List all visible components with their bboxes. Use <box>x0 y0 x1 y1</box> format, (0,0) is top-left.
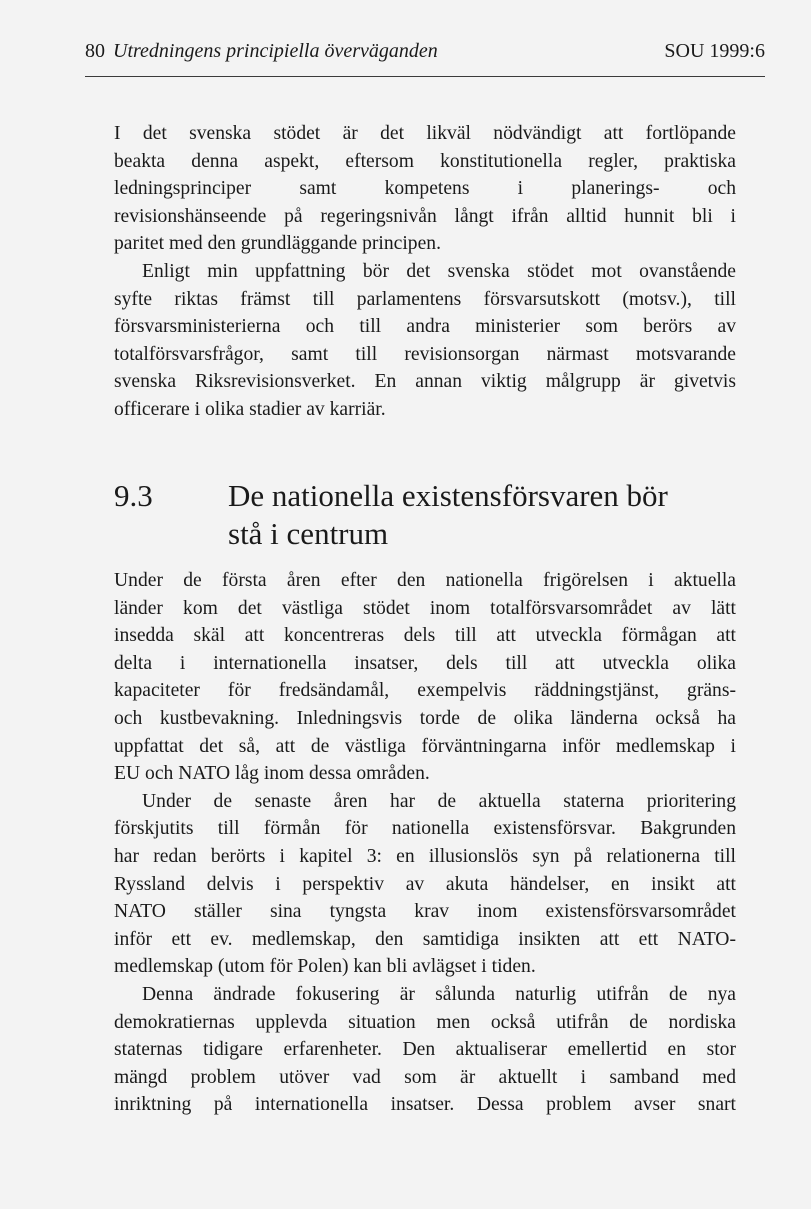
text-line: totalförsvarsfrågor, samt till revisionsorgan närmast motsvarande <box>114 343 736 365</box>
text-line: I det svenska stödet är det likväl nödvändigt att fortlöpande <box>114 123 736 144</box>
section-title-line: stå i centrum <box>228 516 389 551</box>
paragraph <box>114 788 736 981</box>
paragraph <box>114 981 736 1119</box>
text-line: förskjutits till förmån för nationella existensförsvar. Bakgrunden <box>114 818 736 840</box>
text-line: NATO ställer sina tyngsta krav inom existensförsvarsområdet <box>114 901 736 923</box>
paragraph <box>114 258 736 424</box>
text-line: uppfattat det så, att de västliga förväntningarna inför medlemskap i <box>114 735 736 757</box>
running-title: Utredningens principiella överväganden <box>113 40 438 62</box>
text-line: och kustbevakning. Inledningsvis torde de olika länderna också ha <box>114 707 736 729</box>
text-line: inriktning på internationella insatser. Dessa problem avser snart <box>114 1094 736 1116</box>
body-text-before-heading <box>114 120 736 424</box>
paragraph <box>114 567 736 788</box>
text-line: EU och NATO låg inom dessa områden. <box>114 763 430 785</box>
text-line: officerare i olika stadier av karriär. <box>114 398 386 420</box>
text-line: Under de senaste åren har de aktuella staterna prioritering <box>142 790 736 812</box>
text-line: insedda skäl att koncentreras dels till att utveckla förmågan att <box>114 625 736 647</box>
section-title-line: De nationella existensförsvaren bör <box>228 478 668 513</box>
text-line: försvarsministerierna och till andra ministerier som berörs av <box>114 316 736 338</box>
text-line: länder kom det västliga stödet inom totalförsvarsområdet av lätt <box>114 597 736 619</box>
text-line: svenska Riksrevisionsverket. En annan viktig målgrupp är givetvis <box>114 371 736 393</box>
text-line: Under de första åren efter den nationella frigörelsen i aktuella <box>114 570 736 591</box>
body-text-after-heading <box>114 567 736 1119</box>
text-line: demokratiernas upplevda situation men också utifrån de nordiska <box>114 1011 736 1033</box>
paragraph <box>114 120 736 258</box>
text-line: paritet med den grundläggande principen. <box>114 233 441 255</box>
text-line: medlemskap (utom för Polen) kan bli avlägset i tiden. <box>114 956 536 978</box>
section-title <box>228 477 668 553</box>
text-line: delta i internationella insatser, dels till att utveckla olika <box>114 652 736 674</box>
header-rule <box>85 76 765 77</box>
text-line: revisionshänseende på regeringsnivån långt ifrån alltid hunnit bli i <box>114 205 736 227</box>
document-id: SOU 1999:6 <box>664 40 765 62</box>
section-number: 9.3 <box>114 478 153 513</box>
text-line: kapaciteter för fredsändamål, exempelvis räddningstjänst, gräns- <box>114 680 736 702</box>
text-line: mängd problem utöver vad som är aktuellt i samband med <box>114 1066 736 1088</box>
text-line: Ryssland delvis i perspektiv av akuta händelser, en insikt att <box>114 873 736 895</box>
text-line: staternas tidigare erfarenheter. Den aktualiserar emellertid en stor <box>114 1039 736 1061</box>
text-line: syfte riktas främst till parlamentens försvarsutskott (motsv.), till <box>114 288 736 310</box>
text-line: har redan berörts i kapitel 3: en illusionslös syn på relationerna till <box>114 845 736 867</box>
text-line: beakta denna aspekt, eftersom konstitutionella regler, praktiska <box>114 150 736 172</box>
text-line: ledningsprinciper samt kompetens i planerings- och <box>114 178 736 200</box>
text-line: Enligt min uppfattning bör det svenska stödet mot ovanstående <box>142 260 736 282</box>
text-line: inför ett ev. medlemskap, den samtidiga insikten att ett NATO- <box>114 928 736 950</box>
header-left <box>85 40 438 63</box>
text-line: Denna ändrade fokusering är sålunda naturlig utifrån de nya <box>142 983 736 1005</box>
page-number: 80 <box>85 40 105 62</box>
running-header <box>85 40 765 80</box>
